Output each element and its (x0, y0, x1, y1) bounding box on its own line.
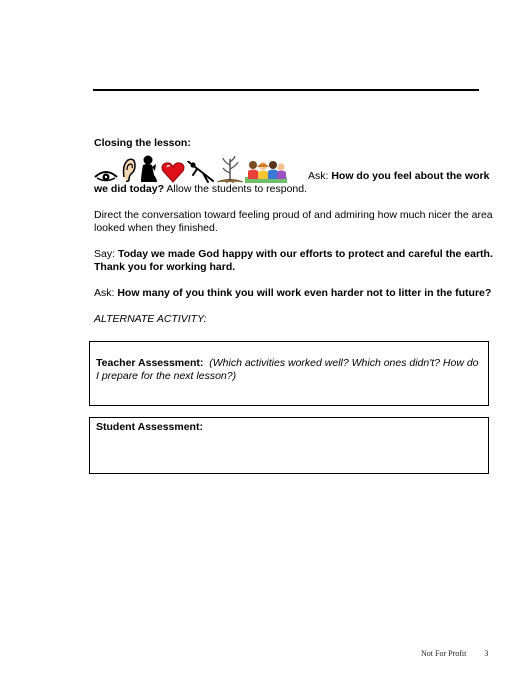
closing-ask-label: Ask: (308, 170, 329, 182)
stretching-person-icon (187, 161, 215, 183)
ear-icon (120, 157, 137, 183)
closing-ask-inline (308, 170, 489, 183)
ask2-label: Ask: (94, 287, 115, 299)
alternate-activity: ALTERNATE ACTIVITY: (94, 313, 207, 325)
student-assessment-label: Student Assessment: (96, 421, 203, 433)
teacher-assessment-prompt: (Which activities worked well? Which ones didn't? How do I prepare for the next lesson?) (96, 357, 479, 382)
say-paragraph (94, 248, 494, 274)
ask2-paragraph (94, 287, 494, 300)
direct-paragraph: Direct the conversation toward feeling proud of and admiring how much nicer the area looked when they finished. (94, 209, 493, 234)
closing-ask-line2 (94, 183, 494, 196)
ask2-question: How many of you think you will work even harder not to litter in the future? (117, 287, 492, 299)
header-rule (93, 89, 479, 91)
heart-icon (161, 161, 185, 183)
say-label: Say: (94, 248, 116, 260)
lesson-closing-section (94, 137, 494, 326)
say-text: Today we made God happy with our efforts to protect and careful the earth. Thank you for working hard. (94, 248, 493, 273)
closing-ask-question-part2: we did today? (94, 183, 165, 195)
eye-icon (94, 169, 118, 183)
footer-text: Not For Profit (421, 649, 467, 658)
student-assessment-box[interactable] (89, 417, 489, 474)
closing-ask-question-part1: How do you feel about the work (331, 170, 490, 182)
closing-heading: Closing the lesson: (94, 137, 191, 149)
praying-child-icon (139, 155, 159, 183)
group-of-children-icon (245, 159, 287, 183)
closing-ask-followup: Allow the students to respond. (166, 183, 308, 195)
page-number: 3 (484, 649, 489, 658)
teacher-assessment-box[interactable] (89, 341, 489, 406)
plant-growing-icon (217, 155, 243, 183)
teacher-assessment-label: Teacher Assessment: (96, 357, 204, 369)
page-footer (421, 647, 488, 660)
icons-line (94, 153, 494, 183)
